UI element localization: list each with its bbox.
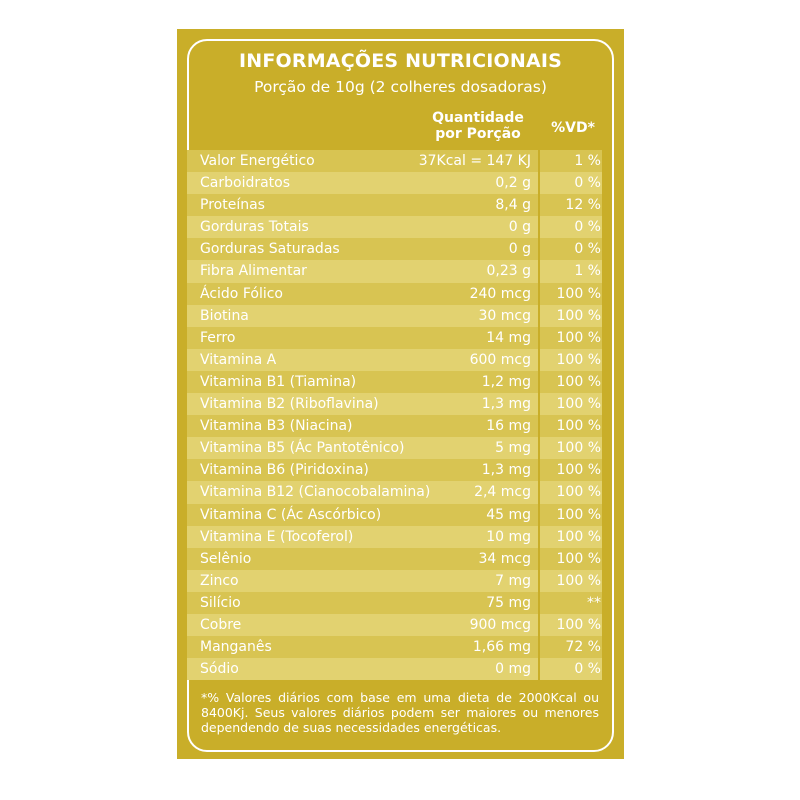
nutrient-vd: 0 % <box>574 661 601 678</box>
column-separator <box>538 283 540 305</box>
nutrient-name: Cobre <box>200 616 242 633</box>
nutrient-quantity: 600 mcg <box>469 351 531 368</box>
nutrient-quantity: 1,66 mg <box>472 639 531 656</box>
nutrient-vd: 100 % <box>556 572 601 589</box>
table-row <box>187 526 602 548</box>
column-separator <box>538 260 540 282</box>
column-separator <box>538 526 540 548</box>
table-row <box>187 371 602 393</box>
nutrient-name: Gorduras Totais <box>200 219 309 236</box>
nutrient-quantity: 45 mg <box>486 506 531 523</box>
nutrient-name: Ácido Fólico <box>200 285 283 302</box>
serving-size: Porção de 10g (2 colheres dosadoras) <box>254 78 547 96</box>
nutrient-vd: 1 % <box>574 263 601 280</box>
table-row <box>187 305 602 327</box>
nutrient-quantity: 16 mg <box>486 418 531 435</box>
nutrient-vd: 100 % <box>556 440 601 457</box>
header-quantity-line1: Quantidade <box>432 110 524 126</box>
table-row <box>187 172 602 194</box>
nutrient-name: Vitamina E (Tocoferol) <box>200 528 354 545</box>
column-separator <box>538 238 540 260</box>
nutrient-vd: 1 % <box>574 153 601 169</box>
nutrient-vd: 12 % <box>565 197 601 214</box>
nutrient-vd: 0 % <box>574 175 601 192</box>
nutrient-name: Vitamina B1 (Tiamina) <box>200 373 357 390</box>
nutrient-name: Gorduras Saturadas <box>200 241 340 258</box>
nutrient-quantity: 10 mg <box>486 528 531 545</box>
nutrient-name: Vitamina C (Ác Ascórbico) <box>200 506 382 523</box>
nutrient-vd: 72 % <box>565 639 601 656</box>
nutrient-quantity: 1,3 mg <box>481 396 531 413</box>
nutrient-vd: 0 % <box>574 241 601 258</box>
nutrient-vd: 100 % <box>556 373 601 390</box>
column-separator <box>538 415 540 437</box>
column-separator <box>538 636 540 658</box>
footnote: *% Valores diários com base em uma dieta de 2000Kcal ou 8400Kj. Seus valores diários podem ser maiores ou menores dependendo de suas necessidades energéticas. <box>201 690 599 735</box>
table-row <box>187 504 602 526</box>
column-separator <box>538 570 540 592</box>
column-separator <box>538 592 540 614</box>
nutrient-quantity: 37Kcal = 147 KJ <box>418 153 531 169</box>
nutrient-quantity: 1,2 mg <box>481 373 531 390</box>
nutrient-quantity: 8,4 g <box>495 197 531 214</box>
nutrient-name: Zinco <box>200 572 239 589</box>
column-separator <box>538 614 540 636</box>
nutrient-name: Ferro <box>200 329 236 346</box>
nutrient-name: Fibra Alimentar <box>200 263 307 280</box>
nutrient-name: Manganês <box>200 639 272 656</box>
nutrient-vd: 100 % <box>556 506 601 523</box>
nutrient-name: Vitamina B3 (Niacina) <box>200 418 353 435</box>
nutrient-vd: 100 % <box>556 418 601 435</box>
nutrient-quantity: 30 mcg <box>478 307 531 324</box>
nutrient-name: Vitamina B5 (Ác Pantotênico) <box>200 440 405 457</box>
table-row <box>187 459 602 481</box>
table-row <box>187 327 602 349</box>
nutrient-quantity: 75 mg <box>486 594 531 611</box>
nutrient-quantity: 34 mcg <box>478 550 531 567</box>
nutrient-name: Selênio <box>200 550 252 567</box>
column-separator <box>538 459 540 481</box>
nutrient-quantity: 1,3 mg <box>481 462 531 479</box>
nutrient-quantity: 14 mg <box>486 329 531 346</box>
nutrient-quantity: 7 mg <box>495 572 531 589</box>
nutrient-vd: 100 % <box>556 285 601 302</box>
column-separator <box>538 305 540 327</box>
nutrient-name: Biotina <box>200 307 249 324</box>
nutrient-name: Silício <box>200 594 241 611</box>
column-separator <box>538 504 540 526</box>
nutrient-quantity: 240 mcg <box>469 285 531 302</box>
nutrient-vd: 100 % <box>556 329 601 346</box>
nutrient-quantity: 900 mcg <box>469 616 531 633</box>
column-separator <box>538 658 540 680</box>
column-separator <box>538 393 540 415</box>
column-separator <box>538 371 540 393</box>
table-row <box>187 548 602 570</box>
column-separator <box>538 481 540 503</box>
nutrient-name: Carboidratos <box>200 175 291 192</box>
nutrient-name: Vitamina B2 (Riboflavina) <box>200 396 379 413</box>
nutrient-vd: 100 % <box>556 550 601 567</box>
column-separator <box>538 150 540 172</box>
table-row <box>187 194 602 216</box>
table-row <box>187 393 602 415</box>
column-separator <box>538 349 540 371</box>
nutrient-quantity: 0 g <box>508 241 531 258</box>
table-row <box>187 150 602 172</box>
nutrient-name: Vitamina B12 (Cianocobalamina) <box>200 484 431 501</box>
nutrient-quantity: 0 g <box>508 219 531 236</box>
table-row <box>187 481 602 503</box>
table-row <box>187 349 602 371</box>
table-row <box>187 437 602 459</box>
nutrient-vd: 100 % <box>556 484 601 501</box>
nutrient-vd: 100 % <box>556 616 601 633</box>
nutrient-vd: 100 % <box>556 307 601 324</box>
column-separator <box>538 327 540 349</box>
nutrient-name: Proteínas <box>200 197 265 214</box>
nutrient-quantity: 0,2 g <box>495 175 531 192</box>
table-row <box>187 636 602 658</box>
nutrient-name: Vitamina B6 (Piridoxina) <box>200 462 369 479</box>
table-row <box>187 283 602 305</box>
nutrient-vd: 100 % <box>556 396 601 413</box>
header-quantity-line2: por Porção <box>435 126 521 142</box>
table-row <box>187 570 602 592</box>
column-separator <box>538 548 540 570</box>
column-separator <box>538 194 540 216</box>
nutrient-vd: 0 % <box>574 219 601 236</box>
nutrient-quantity: 5 mg <box>495 440 531 457</box>
nutrient-name: Vitamina A <box>200 351 277 368</box>
table-row <box>187 216 602 238</box>
table-row <box>187 260 602 282</box>
nutrient-quantity: 0,23 g <box>486 263 531 280</box>
nutrient-quantity: 0 mg <box>495 661 531 678</box>
nutrient-vd: 100 % <box>556 528 601 545</box>
column-separator <box>538 216 540 238</box>
nutrient-vd: 100 % <box>556 462 601 479</box>
nutrient-quantity: 2,4 mcg <box>474 484 531 501</box>
column-separator <box>538 172 540 194</box>
label-title: INFORMAÇÕES NUTRICIONAIS <box>238 50 563 72</box>
table-row <box>187 614 602 636</box>
table-row <box>187 415 602 437</box>
header-vd: %VD* <box>551 120 595 136</box>
column-separator <box>538 437 540 459</box>
nutrient-name: Valor Energético <box>200 153 315 169</box>
nutrient-vd: ** <box>587 594 601 611</box>
nutrient-table <box>187 150 602 680</box>
table-row <box>187 592 602 614</box>
header-quantity <box>414 110 542 142</box>
nutrient-vd: 100 % <box>556 351 601 368</box>
nutrient-name: Sódio <box>200 661 239 678</box>
table-row <box>187 658 602 680</box>
table-row <box>187 238 602 260</box>
